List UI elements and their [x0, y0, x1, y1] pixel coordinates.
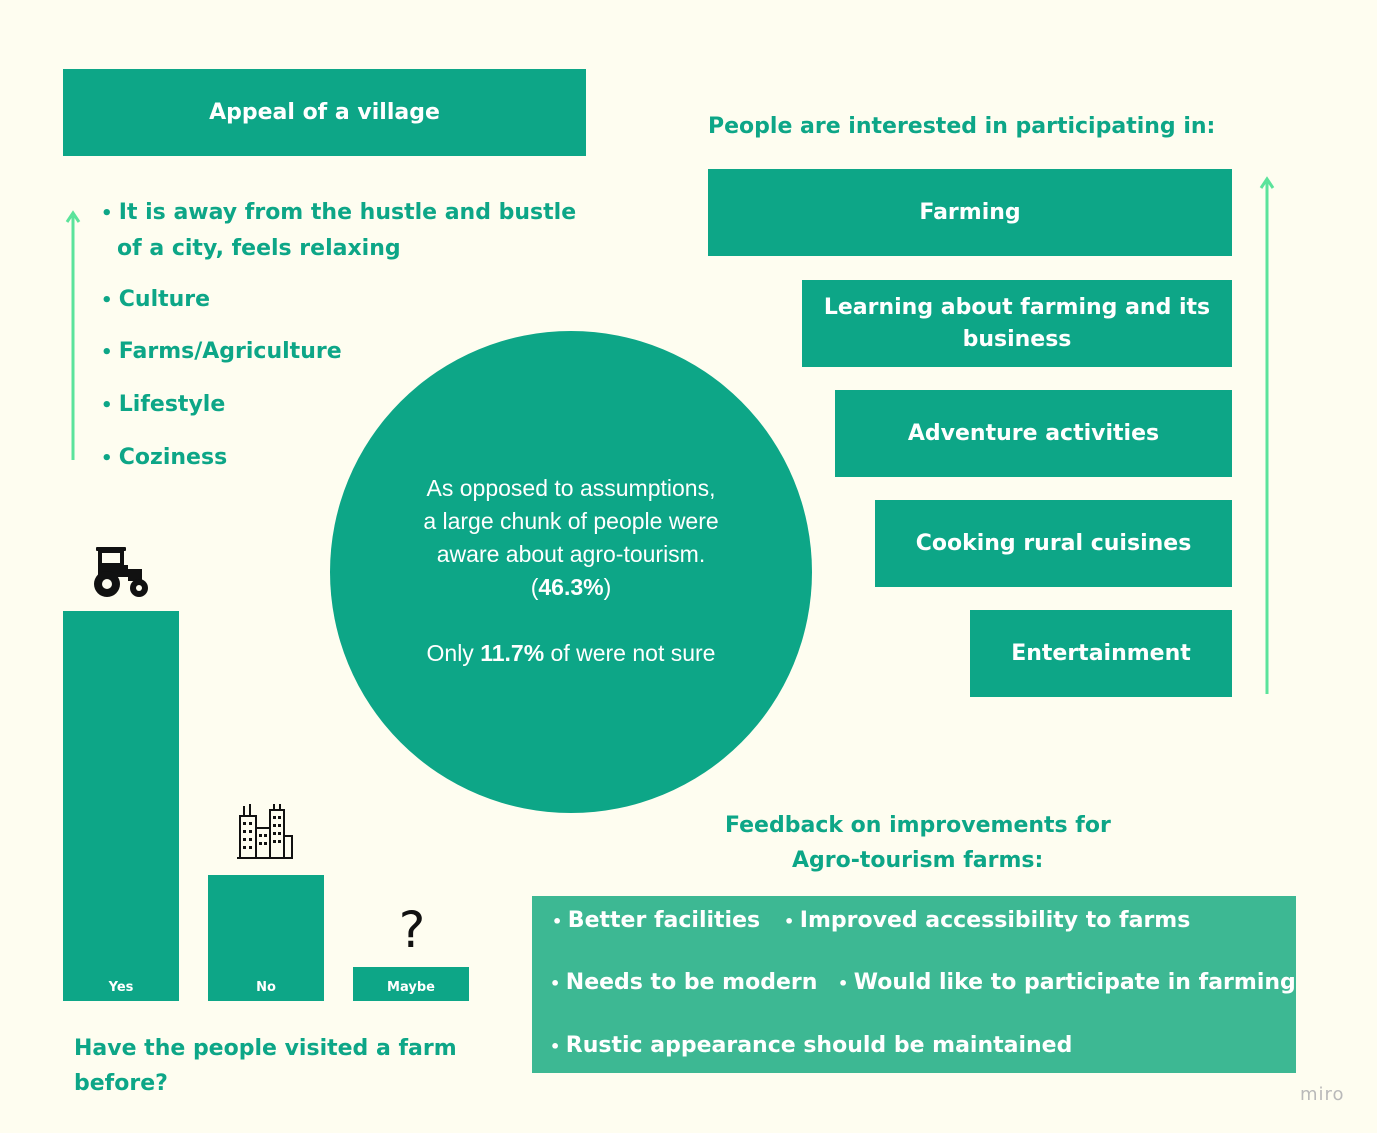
feedback-heading-line: Feedback on improvements for — [725, 813, 1111, 838]
appeal-title-box — [63, 69, 586, 156]
bar-label: Yes — [108, 980, 134, 995]
bar-label: Maybe — [387, 980, 435, 995]
interest-item-adventure — [835, 390, 1232, 477]
interests-heading: People are interested in participating in: — [708, 114, 1216, 139]
circle-line: aware about agro-tourism. — [436, 541, 706, 567]
feedback-item: • Improved accessibility to farms — [784, 908, 1190, 933]
appeal-item: • Coziness — [101, 440, 587, 476]
circle-line: As opposed to assumptions, — [426, 475, 716, 501]
interest-label: Farming — [919, 199, 1021, 225]
awareness-percent-line: (46.3%) — [530, 574, 612, 600]
appeal-item: • Culture — [101, 282, 587, 318]
city-buildings-icon — [236, 802, 294, 860]
interest-item-farming — [708, 169, 1232, 256]
circle-line: a large chunk of people were — [423, 508, 719, 534]
miro-watermark: miro — [1300, 1084, 1345, 1105]
feedback-box — [532, 896, 1296, 1073]
interest-label: Adventure activities — [907, 420, 1160, 446]
question-mark-icon: ? — [398, 901, 426, 959]
interest-item-entertainment — [970, 610, 1232, 697]
bar-yes — [63, 611, 179, 1001]
feedback-item: • Needs to be modern — [550, 970, 817, 995]
appeal-item: • It is away from the hustle and bustle of a city, feels relaxing — [101, 195, 587, 266]
awareness-percent: 46.3% — [538, 574, 604, 600]
feedback-item: • Would like to participate in farming — [838, 970, 1296, 995]
visited-question: Have the people visited a farm before? — [74, 1036, 457, 1096]
feedback-item: • Rustic appearance should be maintained — [550, 1033, 1072, 1058]
feedback-heading — [532, 808, 1296, 878]
interest-label: Entertainment — [1011, 640, 1191, 666]
feedback-item: • Better facilities — [552, 908, 760, 933]
not-sure-percent: 11.7% — [480, 640, 545, 666]
bar-maybe — [353, 967, 469, 1001]
interests-up-arrow-icon — [1258, 174, 1276, 696]
interest-item-learning — [802, 280, 1232, 367]
interest-label: Learning about farming and its business — [823, 294, 1211, 352]
bar-label: No — [256, 980, 276, 995]
interest-label: Cooking rural cuisines — [915, 530, 1192, 556]
awareness-circle — [330, 331, 812, 813]
tractor-icon — [90, 545, 150, 599]
not-sure-line: Only 11.7% of were not sure — [426, 640, 716, 666]
appeal-up-arrow-icon — [64, 208, 82, 464]
appeal-item: • Lifestyle — [101, 387, 587, 423]
bar-no — [208, 875, 324, 1001]
interest-item-cooking — [875, 500, 1232, 587]
appeal-title: Appeal of a village — [209, 99, 440, 125]
appeal-item: • Farms/Agriculture — [101, 334, 587, 370]
feedback-heading-line: Agro-tourism farms: — [792, 848, 1044, 873]
